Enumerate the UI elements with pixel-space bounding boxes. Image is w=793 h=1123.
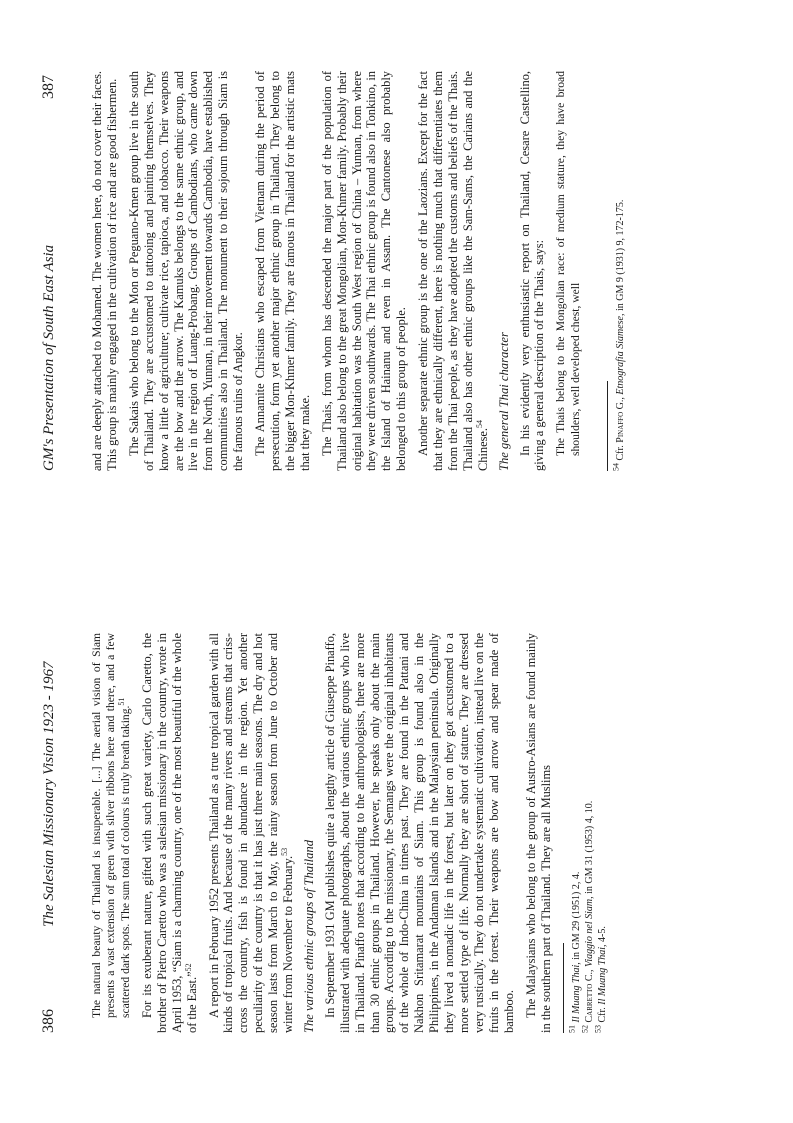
page-number: 386 <box>40 1009 57 1033</box>
section-heading: The general Thai character <box>496 332 511 471</box>
paragraph: Another separate ethnic group is the one of the Laozians. Except for the fact that they are ethnically different, there is nothing much that differentiates them from the Thai people, as they have adopted the customs and beliefs of the Thais. Thailand also has other ethnic groups like the Sam-Sams, the Carians and the Chinese.$^{54}$ <box>416 71 490 471</box>
footnote-ref: 52 <box>183 963 193 972</box>
section-heading: The various ethnic groups of Thailand <box>301 840 316 1033</box>
running-title: The Salesian Missionary Vision 1923 - 1967 <box>41 661 57 927</box>
footnote: $^{53}$ Cfr. Il Muang Thai, 4-5. <box>594 926 609 1033</box>
footnote: $^{51}$ Il Muang Thai, in GM 29 (1951) 2, 4. <box>568 871 583 1033</box>
footnote: $^{54}$ Cfr. Pinaffo G., Etnografia Siamese, in GM 9 (1931) 9, 172-175. <box>611 199 626 471</box>
paragraph: and are deeply attached to Mohamed. The women here, do not cover their faces. This group is mainly engaged in the cultivation of rice and are good fishermen. <box>90 71 119 471</box>
paragraph: A report in February 1952 presents Thailand as a true tropical garden with all kinds of tropical fruits. And because of the many rivers and streams that criss-cross the country, fish is found in abundance in the region. Yet another peculiarity of the country is that it has just three main seasons. The dry and hot season lasts from March to May, the rainy season from June to October and winter from November to February.$^{53}$ <box>206 633 296 1033</box>
paragraph: For its exuberant nature, gifted with such great variety, Carlo Caretto, the brother of Pietro Caretto who was a salesian missionary in the country, wrote in April 1953, “Siam is a charming country, one of the most beautiful of the whole of the East.”$^{52}$ <box>139 633 199 1033</box>
footnote: $^{52}$ Carretto C., Viaggio nel Siam, in GM 31 (1953) 4, 10. <box>581 800 596 1033</box>
left-page-body <box>90 633 609 1033</box>
paragraph: The Thais, from whom has descended the major part of the population of Thailand also belong to the great Mongolian, Mon-Khmer family. Probably their original habitation was the South West region of China – Yunnan, from where they were driven southwards. The Thai ethnic group is found also in Tonkino, in the Island of Hainanu and even in Assam. The Cantonese also probably belonged to this group of people. <box>319 71 409 471</box>
right-page-body <box>90 71 627 471</box>
paragraph: In September 1931 GM publishes quite a lengthy article of Giuseppe Pinaffo, illustrated with adequate photographs, about the various ethnic groups who live in Thailand. Pinaffo notes that according to the anthropologists, there are more than 30 ethnic groups in Thailand. However, he speaks only about the main groups. According to the missionary, the Semangs were the original inhabitants of the whole of Indo-China in times past. They are found in the Pattani and Nakhon Sritamarat mountains of Siam. This group is found also in the Philippines, in the Andaman Islands and in the Malaysian peninsula. Originally they lived a nomadic life in the forest, but later on they got accustomed to a more settled type of life. Normally they are short of stature. They are dressed very rustically. They do not undertake systematic cultivation, instead live on the fruits in the forest. Their weapons are bow and arrow and spear made of bamboo. <box>322 633 516 1033</box>
footnote-ref: 51 <box>116 697 126 706</box>
left-page <box>0 562 793 1123</box>
footnotes <box>570 633 609 1033</box>
paragraph: The Malaysians who belong to the group of Austro-Asians are found mainly in the southern part of Thailand. They are all Muslims <box>523 633 553 1033</box>
footnote-divider <box>563 943 564 1033</box>
footnote-ref: 53 <box>279 847 289 856</box>
footnote-divider <box>607 381 608 471</box>
paragraph: The Sakais who belong to the Mon or Peguano-Kmen group live in the south of Thailand. They are accustomed to tattooing and painting themselves. They know a little of agriculture; cultivate rice, tapioca, and tobacco. Their weapons are the bow and the arrow. The Kamuks belongs to the same ethnic group, and live in the region of Luang-Probang. Groups of Cambodians, who came down from the North, Yunnan, in their movement towards Cambodia, have established communities also in Thailand. The monument to their sojourn through Siam is the famous ruins of Angkor. <box>126 71 246 471</box>
paragraph: The Annamite Christians who escaped from Vietnam during the period of persecution, form yet another major ethnic group in Thailand. They belong to the bigger Mon-Khmer family. They are famous in Thailand for the artistic mats that they make. <box>253 71 312 471</box>
block-quote: The Thais belong to the Mongolian race: of medium stature, they have broad shoulders, well developed chest, well <box>554 71 582 456</box>
right-page <box>0 0 793 561</box>
footnotes <box>611 71 627 471</box>
footnote-ref: 54 <box>474 419 484 428</box>
block-quote: The natural beauty of Thailand is insuperable. [...] The aerial vision of Siam presents a vast extension of green with silver ribbons here and there, and a few scattered dark spots. The sum total of colours is truly breath taking.$^{51}$ <box>90 633 132 1018</box>
running-title: GM's Presentation of South East Asia <box>41 244 57 471</box>
page-number: 387 <box>40 75 57 99</box>
paragraph: In his evidently very enthusiastic report on Thailand, Cesare Castellino, giving a general description of the Thais, says: <box>517 71 547 471</box>
